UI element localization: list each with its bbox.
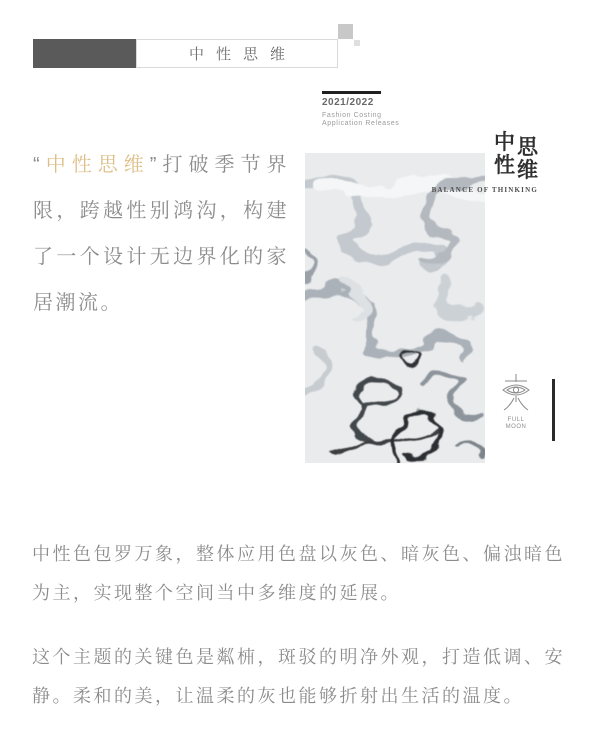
poster-char-si: 思	[517, 136, 538, 159]
logo-text-line1: FULL	[507, 417, 525, 423]
brand-logo	[497, 374, 535, 431]
close-quote: ”	[149, 154, 159, 176]
deco-square-large	[338, 24, 353, 39]
poster-subtitle-line1: Fashion Costing	[322, 112, 382, 119]
intro-highlight: 中性思维	[42, 154, 150, 176]
poster-vertical-rule	[552, 379, 555, 441]
poster-season: 2021/2022	[322, 97, 374, 108]
body-paragraph-1: 中性色包罗万象，整体应用色盘以灰色、暗灰色、偏浊暗色为主，实现整个空间当中多维度的延展。	[32, 544, 565, 603]
poster-subtitle-line2: Application Releases	[322, 120, 400, 127]
logo-text-line2: MOON	[505, 424, 527, 430]
deco-square-small	[354, 40, 360, 46]
poster-caption: BALANCE OF THINKING	[431, 186, 538, 194]
page-title-box	[136, 39, 338, 68]
page-title: 中性思维	[188, 46, 297, 63]
poster-subtitle	[322, 112, 399, 128]
poster-char-wei: 维	[517, 159, 538, 182]
poster-rule-bar	[322, 91, 381, 94]
poster-char-xing: 性	[494, 154, 515, 177]
marble-artwork-image	[305, 153, 485, 463]
intro-paragraph	[33, 142, 289, 326]
intro-text: 打破季节界限，跨越性别鸿沟，构建了一个设计无边界化的家居潮流。	[33, 154, 289, 314]
poster-char-zhong: 中	[494, 131, 515, 154]
body-paragraph-2: 这个主题的关键色是粼枾，斑驳的明净外观，打造低调、安静。柔和的美，让温柔的灰也能够折射出生活的温度。	[32, 647, 565, 706]
eye-emblem-icon	[501, 374, 531, 412]
poster-title-characters	[494, 131, 539, 182]
open-quote: “	[33, 154, 43, 176]
header-accent-bar	[33, 39, 136, 68]
